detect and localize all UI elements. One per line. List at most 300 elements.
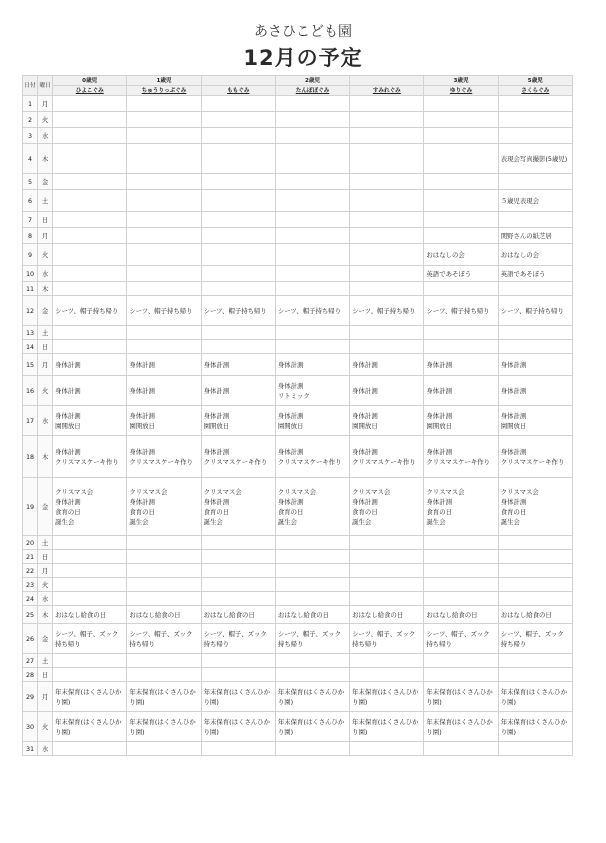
schedule-cell: 身体計測 園開放日 [201,406,275,436]
schedule-cell: クリスマス会 身体計測 食育の日 誕生会 [275,478,349,536]
schedule-cell [53,228,127,244]
schedule-row [23,536,573,550]
schedule-cell [201,212,275,228]
group-header: たんぽぽぐみ [275,86,349,96]
schedule-cell [53,742,127,756]
schedule-cell: シーツ、帽子、ズック持ち帰り [498,624,572,654]
weekday: 木 [38,436,53,478]
schedule-cell [424,190,498,212]
schedule-cell [350,190,424,212]
schedule-cell: シーツ、帽子、ズック持ち帰り [127,624,201,654]
day-number: 17 [23,406,38,436]
schedule-cell [424,668,498,682]
schedule-cell: 年末保育(はくさんひかり園) [275,712,349,742]
weekday: 月 [38,96,53,112]
weekday: 木 [38,282,53,296]
schedule-cell [201,742,275,756]
schedule-cell [275,144,349,174]
day-number: 1 [23,96,38,112]
schedule-cell: 身体計測 [424,354,498,376]
schedule-cell [498,654,572,668]
schedule-cell: シーツ、帽子、ズック持ち帰り [424,624,498,654]
schedule-cell [498,212,572,228]
schedule-cell [275,174,349,190]
schedule-cell [53,96,127,112]
schedule-cell [127,96,201,112]
schedule-cell: クリスマス会 身体計測 食育の日 誕生会 [201,478,275,536]
schedule-cell [350,174,424,190]
schedule-cell [201,564,275,578]
schedule-cell: クリスマス会 身体計測 食育の日 誕生会 [53,478,127,536]
schedule-cell: 年末保育(はくさんひかり園) [350,682,424,712]
schedule-cell [498,578,572,592]
schedule-row [23,564,573,578]
group-header-row [23,86,573,96]
schedule-cell [53,340,127,354]
schedule-cell: クリスマス会 身体計測 食育の日 誕生会 [350,478,424,536]
schedule-cell: おはなし給食の日 [127,606,201,624]
schedule-cell: 身体計測 [275,354,349,376]
schedule-cell [53,212,127,228]
schedule-cell [275,190,349,212]
schedule-cell [275,592,349,606]
schedule-cell: 身体計測 [350,354,424,376]
schedule-cell [498,174,572,190]
class-header: 0歳児 [53,76,127,86]
schedule-cell: シーツ、帽子持ち帰り [498,296,572,326]
schedule-cell: おはなしの会 [498,244,572,266]
schedule-cell: 身体計測 園開放日 [53,406,127,436]
group-header: ももぐみ [201,86,275,96]
group-header: ひよこぐみ [53,86,127,96]
weekday: 日 [38,212,53,228]
day-number: 26 [23,624,38,654]
schedule-row [23,682,573,712]
schedule-cell [424,282,498,296]
schedule-cell: おはなし給食の日 [350,606,424,624]
schedule-cell: シーツ、帽子、ズック持ち帰り [350,624,424,654]
class-header: 2歳児 [275,76,349,86]
schedule-cell: 年末保育(はくさんひかり園) [53,712,127,742]
schedule-cell [498,326,572,340]
schedule-row [23,190,573,212]
day-number: 20 [23,536,38,550]
class-header: 3歳児 [424,76,498,86]
schedule-cell: 年末保育(はくさんひかり園) [424,712,498,742]
schedule-cell [127,668,201,682]
group-header: すみれぐみ [350,86,424,96]
day-number: 15 [23,354,38,376]
schedule-cell [53,174,127,190]
schedule-cell [127,144,201,174]
day-number: 18 [23,436,38,478]
schedule-cell: シーツ、帽子持ち帰り [127,296,201,326]
schedule-cell [201,228,275,244]
day-number: 24 [23,592,38,606]
schedule-cell: 身体計測 [201,354,275,376]
schedule-cell [424,144,498,174]
schedule-body [23,96,573,756]
schedule-cell [127,212,201,228]
schedule-cell: 身体計測 クリスマスケーキ作り [127,436,201,478]
schedule-cell [350,668,424,682]
schedule-cell [201,112,275,128]
schedule-cell [424,742,498,756]
weekday: 月 [38,564,53,578]
schedule-row [23,592,573,606]
weekday: 水 [38,266,53,282]
schedule-cell [424,228,498,244]
schedule-cell [498,536,572,550]
weekday: 金 [38,174,53,190]
schedule-cell [127,326,201,340]
day-number: 31 [23,742,38,756]
schedule-row [23,354,573,376]
weekday: 土 [38,190,53,212]
schedule-cell [275,228,349,244]
schedule-cell [424,550,498,564]
schedule-cell: 身体計測 [350,376,424,406]
weekday: 火 [38,112,53,128]
schedule-cell [127,244,201,266]
schedule-cell: 年末保育(はくさんひかり園) [275,682,349,712]
schedule-cell: 身体計測 クリスマスケーキ作り [275,436,349,478]
weekday: 日 [38,550,53,564]
schedule-cell [127,266,201,282]
weekday: 水 [38,128,53,144]
schedule-cell [127,282,201,296]
schedule-cell: 身体計測 園開放日 [127,406,201,436]
schedule-cell: 年末保育(はくさんひかり園) [424,682,498,712]
day-column-header: 日付 [23,76,38,96]
weekday: 火 [38,376,53,406]
schedule-cell: 身体計測 園開放日 [498,406,572,436]
weekday: 火 [38,712,53,742]
schedule-cell [53,144,127,174]
schedule-cell: シーツ、帽子、ズック持ち帰り [275,624,349,654]
class-header [350,76,424,86]
schedule-cell: シーツ、帽子持ち帰り [275,296,349,326]
schedule-cell [127,550,201,564]
schedule-cell: 年末保育(はくさんひかり園) [350,712,424,742]
weekday: 月 [38,354,53,376]
schedule-cell [350,282,424,296]
schedule-cell [53,550,127,564]
schedule-cell [275,340,349,354]
schedule-cell [350,128,424,144]
schedule-cell [201,536,275,550]
schedule-cell: 身体計測 クリスマスケーキ作り [350,436,424,478]
schedule-cell [201,592,275,606]
schedule-row [23,340,573,354]
schedule-cell [53,536,127,550]
schedule-cell [53,592,127,606]
schedule-cell: 身体計測 クリスマスケーキ作り [201,436,275,478]
schedule-cell: おはなし給食の日 [53,606,127,624]
schedule-cell [275,282,349,296]
schedule-cell [53,326,127,340]
schedule-cell [275,266,349,282]
schedule-cell [498,668,572,682]
day-number: 27 [23,654,38,668]
schedule-cell: 英語であそぼう [424,266,498,282]
day-number: 4 [23,144,38,174]
schedule-cell [53,564,127,578]
schedule-cell [350,742,424,756]
schedule-cell: おはなし給食の日 [201,606,275,624]
schedule-cell: おはなし給食の日 [424,606,498,624]
schedule-row [23,144,573,174]
schedule-cell: 身体計測 [498,354,572,376]
schedule-cell [350,144,424,174]
schedule-cell [424,112,498,128]
schedule-cell [201,326,275,340]
schedule-cell: シーツ、帽子、ズック持ち帰り [201,624,275,654]
schedule-cell [350,578,424,592]
schedule-cell [424,174,498,190]
schedule-cell: 年末保育(はくさんひかり園) [127,712,201,742]
weekday: 金 [38,478,53,536]
schedule-cell: クリスマス会 身体計測 食育の日 誕生会 [424,478,498,536]
schedule-cell [201,578,275,592]
schedule-cell [275,564,349,578]
schedule-cell [275,244,349,266]
weekday: 土 [38,326,53,340]
schedule-cell: 身体計測 [201,376,275,406]
schedule-cell [424,536,498,550]
schedule-row [23,296,573,326]
schedule-row [23,96,573,112]
weekday: 土 [38,654,53,668]
schedule-cell: 身体計測 園開放日 [350,406,424,436]
schedule-cell: シーツ、帽子持ち帰り [350,296,424,326]
schedule-cell [275,578,349,592]
schedule-cell [201,266,275,282]
schedule-cell: 英語であそぼう [498,266,572,282]
weekday: 日 [38,668,53,682]
day-number: 21 [23,550,38,564]
schedule-cell [424,340,498,354]
schedule-cell [53,266,127,282]
schedule-cell [127,228,201,244]
schedule-row [23,326,573,340]
schedule-cell [53,668,127,682]
schedule-cell [424,654,498,668]
schedule-cell: 身体計測 クリスマスケーキ作り [424,436,498,478]
schedule-row [23,578,573,592]
day-number: 3 [23,128,38,144]
schedule-cell [498,112,572,128]
day-number: 29 [23,682,38,712]
schedule-cell [127,174,201,190]
group-header: さくらぐみ [498,86,572,96]
schedule-cell: おはなしの会 [424,244,498,266]
weekday: 火 [38,244,53,266]
day-number: 30 [23,712,38,742]
schedule-cell [350,212,424,228]
schedule-row [23,668,573,682]
schedule-cell [498,282,572,296]
schedule-cell [127,112,201,128]
schedule-cell [127,340,201,354]
weekday: 月 [38,682,53,712]
schedule-cell: シーツ、帽子持ち帰り [424,296,498,326]
schedule-cell [498,564,572,578]
schedule-cell [201,282,275,296]
schedule-cell: 身体計測 [127,376,201,406]
schedule-row [23,266,573,282]
schedule-cell [201,144,275,174]
day-number: 14 [23,340,38,354]
schedule-cell [127,592,201,606]
day-number: 5 [23,174,38,190]
schedule-cell [350,592,424,606]
weekday: 月 [38,228,53,244]
schedule-cell: 身体計測 クリスマスケーキ作り [53,436,127,478]
schedule-cell [275,536,349,550]
schedule-cell: シーツ、帽子持ち帰り [53,296,127,326]
schedule-row [23,228,573,244]
day-number: 9 [23,244,38,266]
day-number: 23 [23,578,38,592]
schedule-cell [127,654,201,668]
schedule-cell [201,128,275,144]
schedule-cell [53,112,127,128]
schedule-cell: 表現会写真撮影(5歳児) [498,144,572,174]
schedule-cell [201,550,275,564]
schedule-row [23,606,573,624]
org-name: あさひこども園 [254,24,352,40]
schedule-cell: 身体計測 [424,376,498,406]
schedule-cell [498,592,572,606]
day-number: 6 [23,190,38,212]
schedule-cell: 年末保育(はくさんひかり園) [201,712,275,742]
schedule-cell [350,96,424,112]
schedule-cell: おはなし給食の日 [275,606,349,624]
schedule-cell [201,668,275,682]
schedule-cell: ５歳児表現会 [498,190,572,212]
schedule-cell: クリスマス会 身体計測 食育の日 誕生会 [498,478,572,536]
schedule-cell [127,564,201,578]
schedule-cell: 年末保育(はくさんひかり園) [127,682,201,712]
schedule-cell [275,742,349,756]
weekday: 木 [38,144,53,174]
schedule-cell [53,190,127,212]
schedule-row [23,436,573,478]
class-header-row [23,76,573,86]
weekday: 木 [38,606,53,624]
day-number: 22 [23,564,38,578]
schedule-cell [424,326,498,340]
schedule-cell [201,244,275,266]
day-number: 19 [23,478,38,536]
schedule-row [23,376,573,406]
weekday: 土 [38,536,53,550]
day-number: 10 [23,266,38,282]
schedule-cell [201,654,275,668]
schedule-cell [53,128,127,144]
weekday: 金 [38,296,53,326]
schedule-cell [350,654,424,668]
schedule-cell: 身体計測 [498,376,572,406]
day-number: 16 [23,376,38,406]
schedule-cell [350,228,424,244]
schedule-cell [127,578,201,592]
schedule-cell: おはなし給食の日 [498,606,572,624]
weekday: 水 [38,742,53,756]
schedule-cell [498,96,572,112]
schedule-cell [275,212,349,228]
schedule-cell [498,128,572,144]
schedule-cell [53,654,127,668]
day-number: 25 [23,606,38,624]
schedule-cell [275,668,349,682]
weekday: 火 [38,578,53,592]
class-header: 5歳児 [498,76,572,86]
schedule-cell [424,592,498,606]
schedule-row [23,478,573,536]
schedule-cell [350,326,424,340]
schedule-cell [424,564,498,578]
schedule-row [23,128,573,144]
schedule-row [23,624,573,654]
day-number: 28 [23,668,38,682]
schedule-cell [275,326,349,340]
schedule-row [23,174,573,190]
schedule-cell [350,550,424,564]
group-header: ゆりぐみ [424,86,498,96]
schedule-row [23,112,573,128]
schedule-cell [424,128,498,144]
day-number: 2 [23,112,38,128]
schedule-cell [275,96,349,112]
day-number: 8 [23,228,38,244]
schedule-cell: 身体計測 リトミック [275,376,349,406]
class-header: 1歳児 [127,76,201,86]
schedule-cell [498,340,572,354]
page-title: 12月の予定 [243,46,363,70]
weekday: 金 [38,624,53,654]
schedule-cell [53,282,127,296]
schedule-cell [275,550,349,564]
schedule-cell: 身体計測 [127,354,201,376]
schedule-cell: 年末保育(はくさんひかり園) [53,682,127,712]
schedule-cell: 身体計測 [53,354,127,376]
schedule-row [23,282,573,296]
schedule-cell [424,212,498,228]
schedule-cell [53,244,127,266]
schedule-row [23,550,573,564]
schedule-cell: 年末保育(はくさんひかり園) [498,682,572,712]
schedule-cell: クリスマス会 身体計測 食育の日 誕生会 [127,478,201,536]
day-number: 12 [23,296,38,326]
schedule-cell [350,244,424,266]
schedule-cell: シーツ、帽子持ち帰り [201,296,275,326]
schedule-cell [127,742,201,756]
schedule-cell [275,112,349,128]
group-header: ちゅうりっぷぐみ [127,86,201,96]
schedule-cell [350,266,424,282]
schedule-row [23,712,573,742]
weekday-column-header: 曜日 [38,76,53,96]
schedule-cell: 身体計測 園開放日 [275,406,349,436]
weekday: 水 [38,592,53,606]
day-number: 11 [23,282,38,296]
schedule-cell [350,112,424,128]
schedule-cell [127,536,201,550]
day-number: 7 [23,212,38,228]
weekday: 水 [38,406,53,436]
